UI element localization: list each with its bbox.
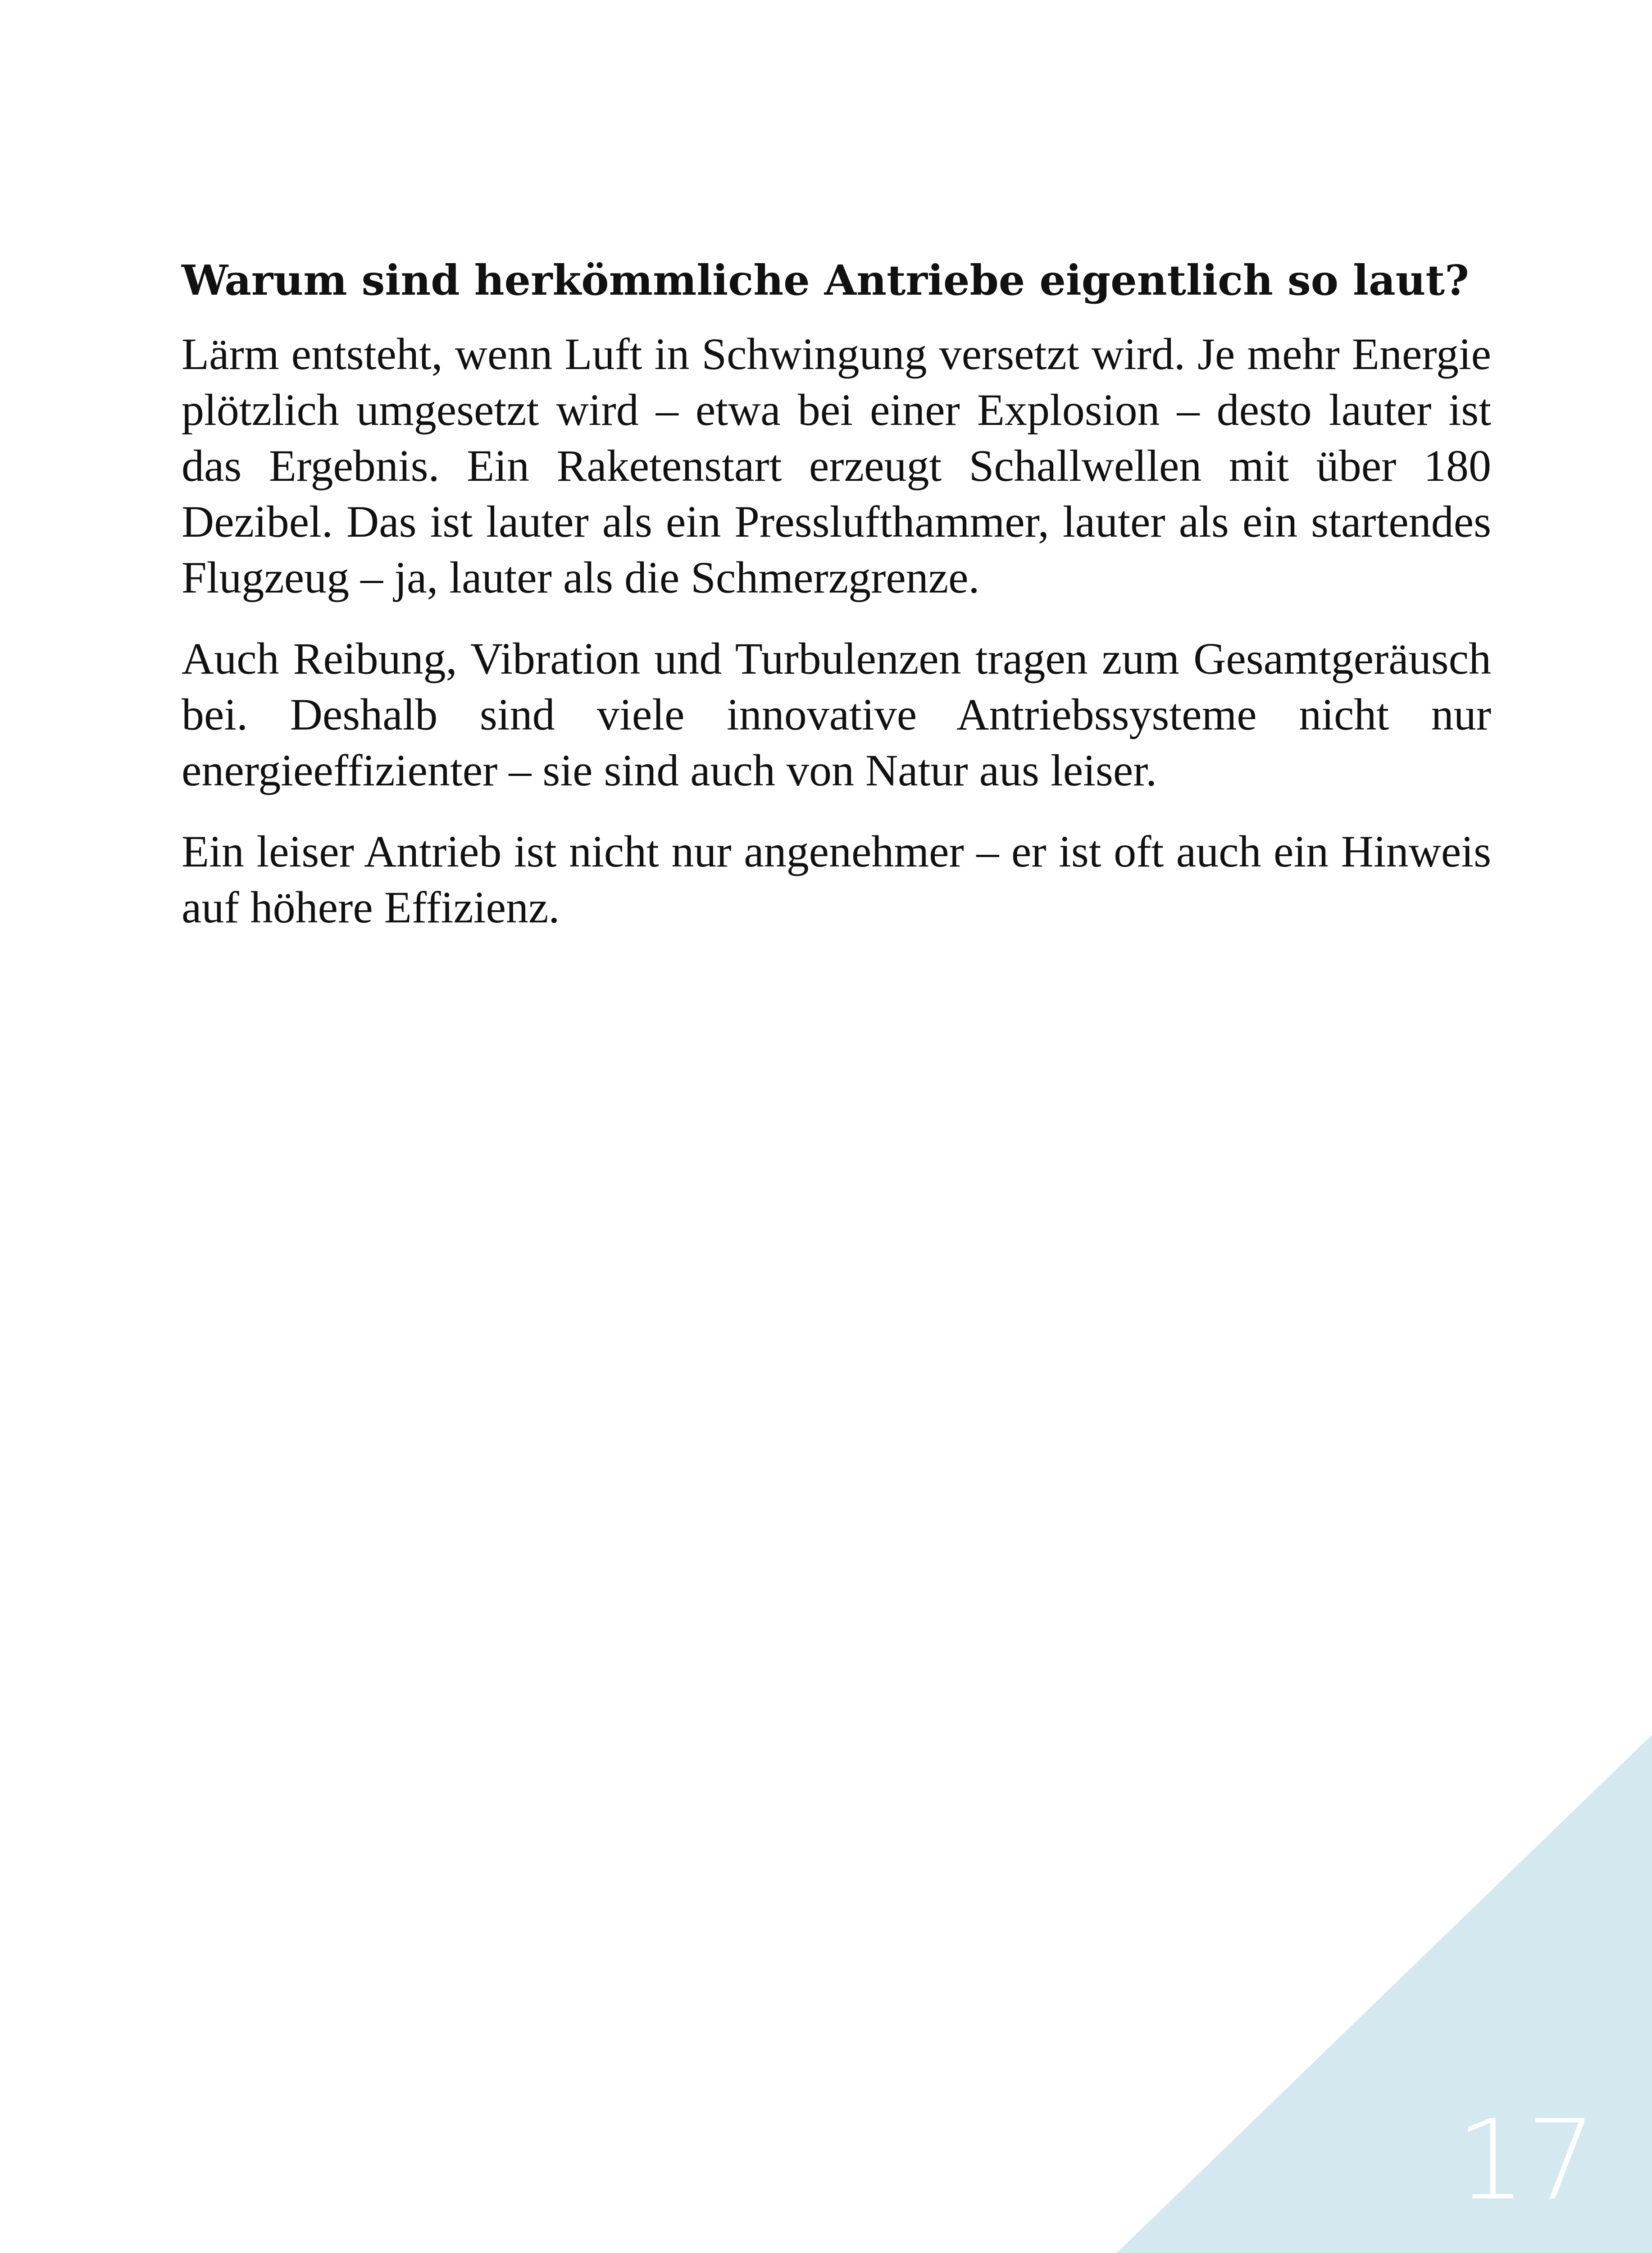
paragraph-1: Lärm entsteht, wenn Luft in Schwingung versetzt wird. Je mehr Energie plötzlich umgesetzt wird – etwa bei einer Explosion – desto lauter ist das Ergebnis. Ein Raketenstart erzeugt Schallwellen mit über 180 Dezibel. Das ist lauter als ein Presslufthammer, lauter als ein startendes Flugzeug – ja, lauter als die Schmerzgrenze. (182, 329, 1491, 602)
section-heading: Warum sind herkömmliche Antriebe eigentlich so laut? (182, 256, 1469, 305)
paragraph-2: Auch Reibung, Vibration und Turbulenzen tragen zum Gesamtgeräusch bei. Deshalb sind viele innovative Antriebssysteme nicht nur energieeffizienter – sie sind auch von Natur aus leiser. (182, 634, 1491, 795)
paragraph-3: Ein leiser Antrieb ist nicht nur angenehmer – er ist oft auch ein Hinweis auf höhere Effizienz. (182, 826, 1491, 932)
page-number: 17 (1456, 2096, 1597, 2225)
page-content (182, 252, 1491, 961)
